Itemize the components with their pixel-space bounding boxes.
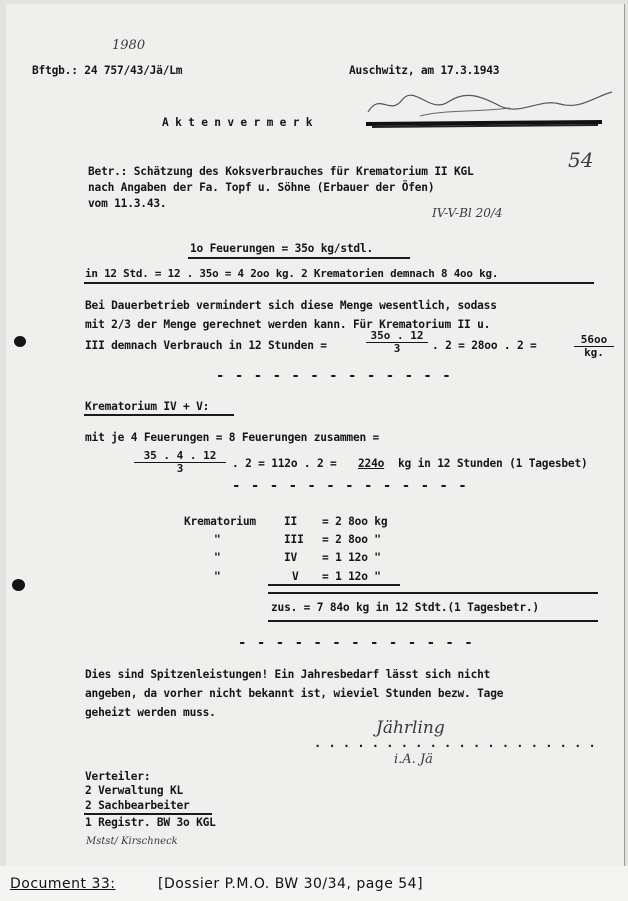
krema-iv-v-fraction-denominator: 3: [176, 462, 184, 475]
separator-2: - - - - - - - - - - - - -: [232, 478, 468, 494]
calc-line-2-underline: [84, 282, 594, 284]
krema-iv-v-line-2-a: . 2 = 112o . 2 =: [232, 457, 337, 470]
krema-iv-v-line-1: mit je 4 Feuerungen = 8 Feuerungen zusammen =: [85, 431, 380, 444]
summary-row-3-value: = 1 12o ": [322, 551, 381, 564]
para1-line-2: mit 2/3 der Menge gerechnet werden kann. Für Krematorium II u.: [85, 318, 491, 331]
summary-row-1-num: II: [284, 515, 298, 528]
subject-line-1: Betr.: Schätzung des Koksverbrauches für Krematorium II KGL: [88, 165, 474, 178]
para1-fraction: [366, 330, 428, 355]
closing-line-1: Dies sind Spitzenleistungen! Ein Jahresbedarf lässt sich nicht: [85, 668, 491, 681]
para1-line-3: III demnach Verbrauch in 12 Stunden =: [85, 339, 327, 352]
closing-line-2: angeben, da vorher nicht bekannt ist, wieviel Stunden bezw. Tage: [85, 687, 504, 700]
subject-line-3: vom 11.3.43.: [88, 197, 167, 210]
summary-row-4-underline: [268, 584, 400, 586]
signature-initials: i.A. Jä: [394, 752, 433, 767]
reference-number: Bftgb.: 24 757/43/Jä/Lm: [32, 64, 183, 77]
calc-line-2: in 12 Std. = 12 . 35o = 4 2oo kg. 2 Krematorien demnach 8 4oo kg.: [85, 267, 499, 280]
punch-hole-bottom: [12, 579, 25, 591]
krema-iv-v-line-2-c: kg in 12 Stunden (1 Tagesbet): [398, 457, 588, 470]
krema-iv-v-fraction: [134, 450, 226, 475]
summary-row-3-label: ": [214, 551, 221, 564]
summary-row-4-label: ": [214, 570, 221, 583]
distribution-item-3: 1 Registr. BW 3o KGL: [85, 816, 216, 829]
separator-3: - - - - - - - - - - - - -: [238, 635, 474, 651]
summary-row-4-value: = 1 12o ": [322, 570, 381, 583]
calc-line-1-underline: [188, 257, 410, 259]
para1-fraction-numerator: 35o . 12: [366, 330, 428, 343]
summary-row-4-num: V: [292, 570, 299, 583]
summary-total: zus. = 7 84o kg in 12 Stdt.(1 Tagesbetr.): [271, 601, 539, 614]
document-title: A k t e n v e r m e r k: [162, 116, 313, 129]
krema-iv-v-heading: Krematorium IV + V:: [85, 400, 210, 413]
distribution-item-1: 2 Verwaltung KL: [85, 784, 184, 797]
summary-row-2-value: = 2 8oo ": [322, 533, 381, 546]
summary-row-1-label: Krematorium: [184, 515, 256, 528]
para1-result-value: 56oo: [574, 334, 614, 347]
summary-row-1-value: = 2 8oo kg: [322, 515, 388, 528]
caption-source: [Dossier P.M.O. BW 30/34, page 54]: [158, 876, 424, 892]
distribution-item-2: 2 Sachbearbeiter: [85, 799, 190, 812]
reference-annotation: 1980: [112, 38, 146, 53]
summary-row-3-num: IV: [284, 551, 298, 564]
punch-hole-top: [14, 336, 26, 347]
summary-total-underline: [268, 620, 598, 622]
page-number-annotation: 54: [568, 148, 594, 172]
para1-line-3-mid: . 2 = 28oo . 2 =: [432, 339, 537, 352]
krema-iv-v-fraction-numerator: 35 . 4 . 12: [134, 450, 226, 463]
summary-row-2-label: ": [214, 533, 221, 546]
distribution-heading: Verteiler:: [85, 770, 151, 783]
title-strike-line: [362, 112, 612, 132]
para1-result: [574, 334, 614, 359]
place-date: Auschwitz, am 17.3.1943: [349, 64, 500, 77]
para1-result-unit: kg.: [584, 346, 604, 359]
para1-fraction-denominator: 3: [393, 342, 401, 355]
closing-line-3: geheizt werden muss.: [85, 706, 216, 719]
signature-name: Jährling: [376, 718, 445, 738]
distribution-annotation: Mstst/ Kirschneck: [86, 836, 178, 847]
krema-iv-v-line-2-b: 224o: [358, 457, 385, 470]
subject-annotation: IV-V-Bl 20/4: [432, 206, 503, 220]
signature-dots: . . . . . . . . . . . . . . . . . . . .: [314, 736, 596, 750]
summary-total-rule: [268, 592, 598, 594]
summary-row-2-num: III: [284, 533, 304, 546]
krema-iv-v-heading-underline: [84, 414, 234, 416]
calc-line-1: 1o Feuerungen = 35o kg/stdl.: [190, 242, 373, 255]
caption-label: Document 33:: [10, 876, 116, 892]
separator-1: - - - - - - - - - - - - -: [216, 368, 452, 384]
para1-line-1: Bei Dauerbetrieb vermindert sich diese Menge wesentlich, sodass: [85, 299, 497, 312]
distribution-item-2-underline: [84, 813, 212, 815]
document-caption: [0, 866, 628, 901]
subject-line-2: nach Angaben der Fa. Topf u. Söhne (Erbauer der Öfen): [88, 181, 435, 194]
